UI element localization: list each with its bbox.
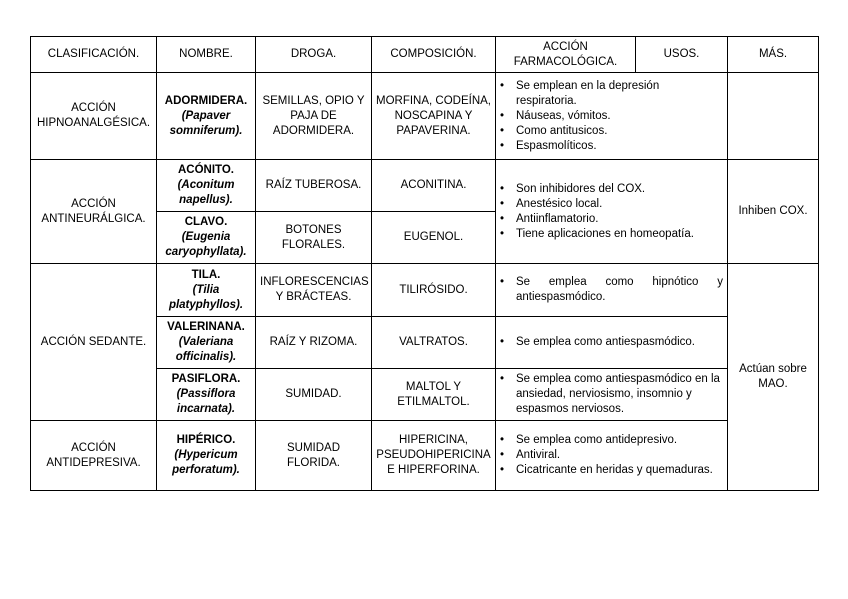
more-cell: Actúan sobre MAO. [728,264,819,491]
header-composicion: COMPOSICIÓN. [372,37,496,73]
uses-list [500,275,723,305]
plant-name: HIPÉRICO. [176,434,236,446]
uses-list [500,79,723,154]
drug-cell: RAÍZ Y RIZOMA. [256,317,372,369]
table-row [31,73,819,160]
list-item: • Tiene aplicaciones en homeopatía. [500,227,723,242]
composition-cell: EUGENOL. [372,212,496,264]
plant-name-cell [157,212,256,264]
plant-scientific-name: (Aconitum napellus). [177,179,235,206]
uses-cell [496,317,728,369]
plant-name: VALERINANA. [167,321,245,333]
list-item: • Cicatricante en heridas y quemaduras. [500,463,723,478]
list-item: • Náuseas, vómitos. [500,109,723,124]
list-item: • Antiviral. [500,448,723,463]
plant-name: ACÓNITO. [177,164,234,176]
plant-scientific-name: (Hypericum perforatum). [172,449,240,476]
uses-list [500,335,723,350]
list-item: • Se emplea como hipnótico y antiespasmódico. [500,275,723,305]
plant-name-cell [157,421,256,491]
plant-scientific-name: (Papaver somniferum). [169,109,243,137]
uses-list [500,433,723,478]
pharmacology-table [30,36,819,491]
plant-name: CLAVO. [184,216,228,228]
plant-scientific-name: (Tilia platyphyllos). [168,283,244,311]
header-droga: DROGA. [256,37,372,73]
plant-scientific-name: (Passiflora incarnata). [176,388,236,415]
drug-cell: SUMIDAD FLORIDA. [256,421,372,491]
classification-cell: ACCIÓN HIPNOANALGÉSICA. [31,73,157,160]
header-mas: MÁS. [728,37,819,73]
plant-name-cell [157,369,256,421]
plant-name-cell [157,160,256,212]
drug-cell: SUMIDAD. [256,369,372,421]
drug-cell: BOTONES FLORALES. [256,212,372,264]
composition-cell: MALTOL Y ETILMALTOL. [372,369,496,421]
classification-cell: ACCIÓN SEDANTE. [31,264,157,421]
uses-cell [496,264,728,317]
plant-name: PASIFLORA. [171,373,241,385]
list-item: • Se emplea como antiespasmódico. [500,335,723,350]
header-row [31,37,819,73]
uses-list [500,372,723,417]
composition-cell: HIPERICINA, PSEUDOHIPERICINA E HIPERFORINA. [372,421,496,491]
classification-cell: ACCIÓN ANTINEURÁLGICA. [31,160,157,264]
plant-name-cell [157,264,256,317]
list-item: • Son inhibidores del COX. [500,182,723,197]
more-cell: Inhiben COX. [728,160,819,264]
plant-name-cell [157,317,256,369]
uses-cell [496,160,728,264]
list-item: • Se emplean en la depresión respiratoria. [500,79,723,109]
list-item: • Como antitusicos. [500,124,723,139]
composition-cell: ACONITINA. [372,160,496,212]
composition-cell: TILIRÓSIDO. [372,264,496,317]
drug-cell: INFLORESCENCIAS Y BRÁCTEAS. [256,264,372,317]
list-item: • Anestésico local. [500,197,723,212]
header-clasificacion: CLASIFICACIÓN. [31,37,157,73]
list-item: • Se emplea como antidepresivo. [500,433,723,448]
uses-cell [496,421,728,491]
header-accion: ACCIÓN FARMACOLÓGICA. [496,37,636,73]
table-row [31,421,819,491]
plant-name-cell [157,73,256,160]
header-nombre: NOMBRE. [157,37,256,73]
composition-cell: VALTRATOS. [372,317,496,369]
plant-name: TILA. [191,268,221,281]
plant-scientific-name: (Eugenia caryophyllata). [165,231,247,258]
classification-cell: ACCIÓN ANTIDEPRESIVA. [31,421,157,491]
table-row [31,160,819,212]
list-item: • Se emplea como antiespasmódico en la ansiedad, nerviosismo, insomnio y espasmos nerviosos. [500,372,723,417]
plant-scientific-name: (Valeriana officinalis). [175,336,237,363]
more-cell [728,73,819,160]
list-item: • Espasmolíticos. [500,139,723,154]
uses-cell [496,73,728,160]
table-row [31,264,819,317]
header-usos: USOS. [636,37,728,73]
composition-cell: MORFINA, CODEÍNA, NOSCAPINA Y PAPAVERINA. [372,73,496,160]
plant-name: ADORMIDERA. [164,94,248,107]
uses-list [500,182,723,242]
drug-cell: RAÍZ TUBEROSA. [256,160,372,212]
drug-cell: SEMILLAS, OPIO Y PAJA DE ADORMIDERA. [256,73,372,160]
list-item: • Antiinflamatorio. [500,212,723,227]
uses-cell [496,369,728,421]
